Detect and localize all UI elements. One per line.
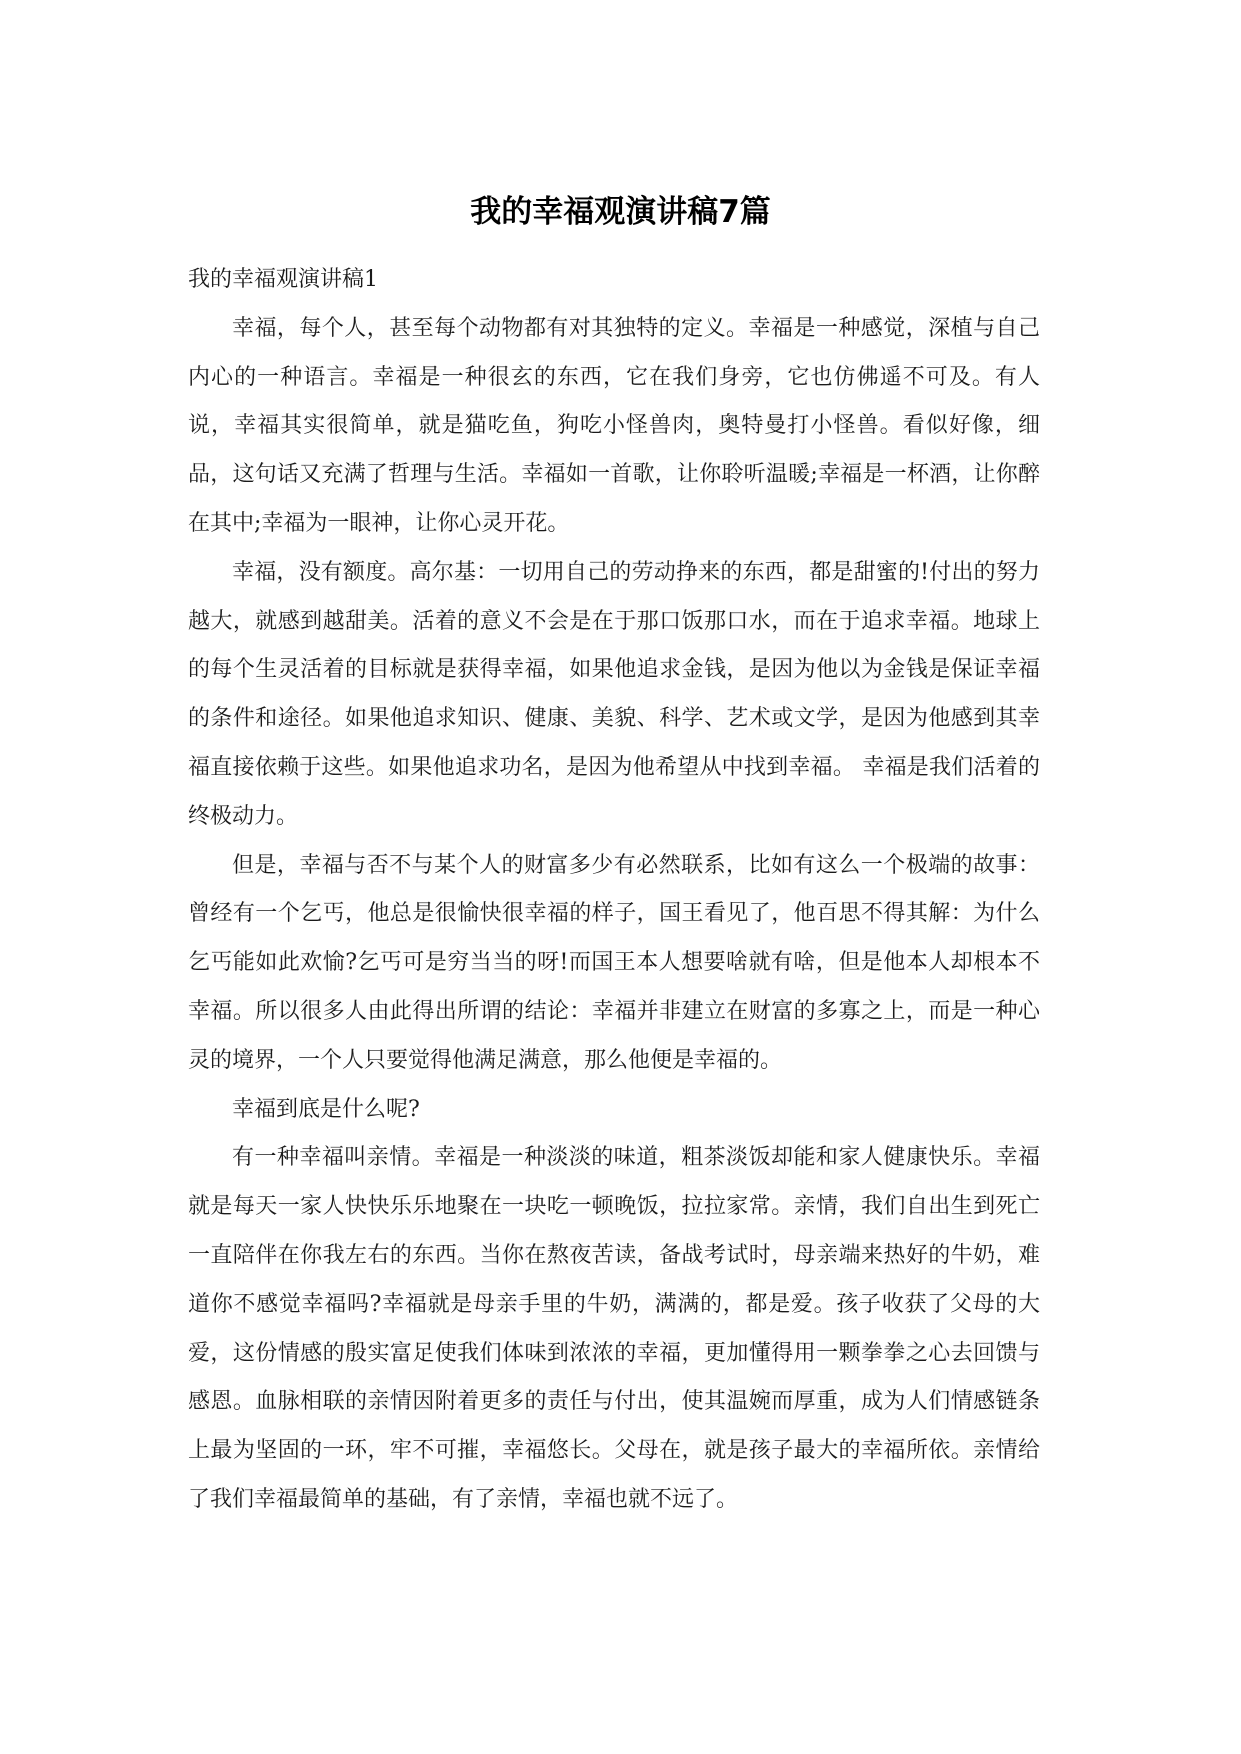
section-heading: 我的幸福观演讲稿1 (188, 267, 378, 292)
document-body (188, 256, 1040, 1525)
paragraph: 但是，幸福与否不与某个人的财富多少有必然联系，比如有这么一个极端的故事：曾经有一个乞丐，他总是很愉快很幸福的样子，国王看见了，他百思不得其解：为什么乞丐能如此欢愉?乞丐可是穷当当的呀!而国王本人想要啥就有啥，但是他本人却根本不幸福。所以很多人由此得出所谓的结论：幸福并非建立在财富的多寡之上，而是一种心灵的境界，一个人只要觉得他满足满意，那么他便是幸福的。 (188, 852, 1040, 1073)
paragraph: 幸福，每个人，甚至每个动物都有对其独特的定义。幸福是一种感觉，深植与自己内心的一种语言。幸福是一种很玄的东西，它在我们身旁，它也仿佛遥不可及。有人说，幸福其实很简单，就是猫吃鱼，狗吃小怪兽肉，奥特曼打小怪兽。看似好像，细品，这句话又充满了哲理与生活。幸福如一首歌，让你聆听温暖;幸福是一杯酒，让你醉在其中;幸福为一眼神，让你心灵开花。 (188, 315, 1040, 536)
paragraph: 幸福到底是什么呢? (232, 1096, 420, 1122)
paragraph: 幸福，没有额度。高尔基：一切用自己的劳动挣来的东西，都是甜蜜的!付出的努力越大，就感到越甜美。活着的意义不会是在于那口饭那口水，而在于追求幸福。地球上的每个生灵活着的目标就是获得幸福，如果他追求金钱，是因为他以为金钱是保证幸福的条件和途径。如果他追求知识、健康、美貌、科学、艺术或文学，是因为他感到其幸福直接依赖于这些。如果他追求功名，是因为他希望从中找到幸福。 幸福是我们活着的终极动力。 (188, 559, 1040, 829)
document-title: 我的幸福观演讲稿7篇 (470, 194, 771, 230)
paragraph: 有一种幸福叫亲情。幸福是一种淡淡的味道，粗茶淡饭却能和家人健康快乐。幸福就是每天一家人快快乐乐地聚在一块吃一顿晚饭，拉拉家常。亲情，我们自出生到死亡一直陪伴在你我左右的东西。当你在熬夜苦读，备战考试时，母亲端来热好的牛奶，难道你不感觉幸福吗?幸福就是母亲手里的牛奶，满满的，都是爱。孩子收获了父母的大爱，这份情感的殷实富足使我们体味到浓浓的幸福，更加懂得用一颗拳拳之心去回馈与感恩。血脉相联的亲情因附着更多的责任与付出，使其温婉而厚重，成为人们情感链条上最为坚固的一环，牢不可摧，幸福悠长。父母在，就是孩子最大的幸福所依。亲情给了我们幸福最简单的基础，有了亲情，幸福也就不远了。 (188, 1145, 1040, 1512)
